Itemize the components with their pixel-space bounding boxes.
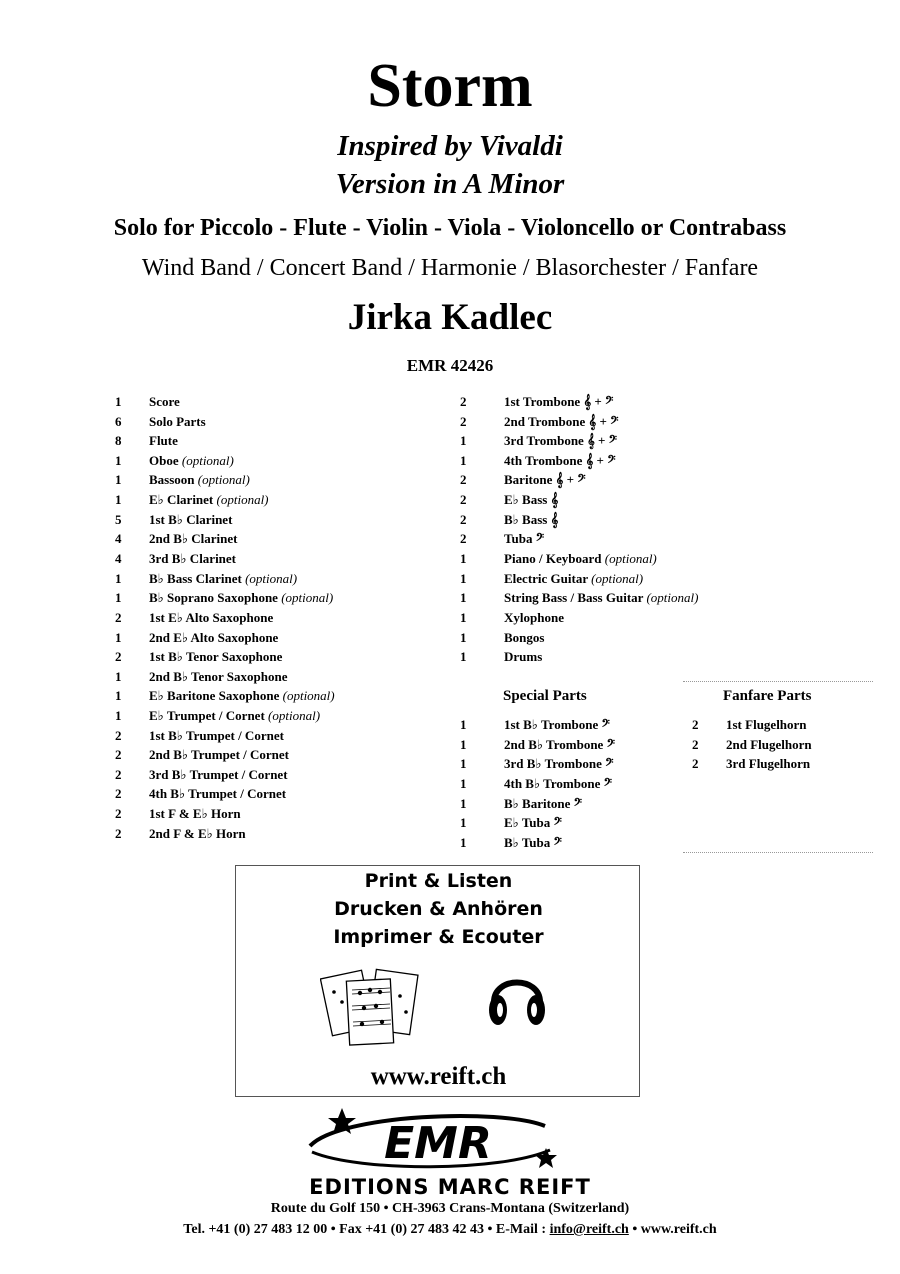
publisher-contact: Tel. +41 (0) 27 483 12 00 • Fax +41 (0) 27 483 42 43 • E-Mail : info@reift.ch • www.reift.ch bbox=[183, 1222, 717, 1237]
subtitle-version: Version in A Minor bbox=[335, 168, 565, 200]
subtitle-inspired: Inspired by Vivaldi bbox=[337, 130, 563, 162]
composer-name: Jirka Kadlec bbox=[347, 297, 553, 338]
fanfare-parts-heading: Fanfare Parts bbox=[723, 688, 812, 704]
publisher-address: Route du Golf 150 • CH-3963 Crans-Montana (Switzerland) bbox=[270, 1201, 630, 1216]
publisher-name: EDITIONS MARC REIFT bbox=[309, 1175, 591, 1199]
promo-url[interactable]: www.reift.ch bbox=[370, 1063, 507, 1090]
band-type-line: Wind Band / Concert Band / Harmonie / Blasorchester / Fanfare bbox=[141, 255, 759, 281]
promo-line-en: Print & Listen bbox=[364, 870, 513, 892]
emr-logo bbox=[300, 1106, 570, 1176]
headphones-icon bbox=[486, 962, 548, 1032]
page-title: Storm bbox=[367, 52, 533, 120]
email-link[interactable]: info@reift.ch bbox=[549, 1222, 629, 1237]
catalog-number: EMR 42426 bbox=[406, 356, 494, 375]
logo-text: EMR bbox=[384, 1118, 492, 1169]
promo-line-de: Drucken & Anhören bbox=[334, 898, 543, 920]
sheet-music-icon bbox=[320, 962, 430, 1054]
print-listen-box[interactable] bbox=[235, 865, 640, 1097]
fanfare-top-divider bbox=[683, 681, 873, 682]
special-parts-heading: Special Parts bbox=[503, 688, 587, 704]
promo-line-fr: Imprimer & Ecouter bbox=[333, 926, 544, 948]
solo-instruments-line: Solo for Piccolo - Flute - Violin - Viola - Violoncello or Contrabass bbox=[113, 215, 787, 241]
fanfare-bottom-divider bbox=[683, 852, 873, 853]
